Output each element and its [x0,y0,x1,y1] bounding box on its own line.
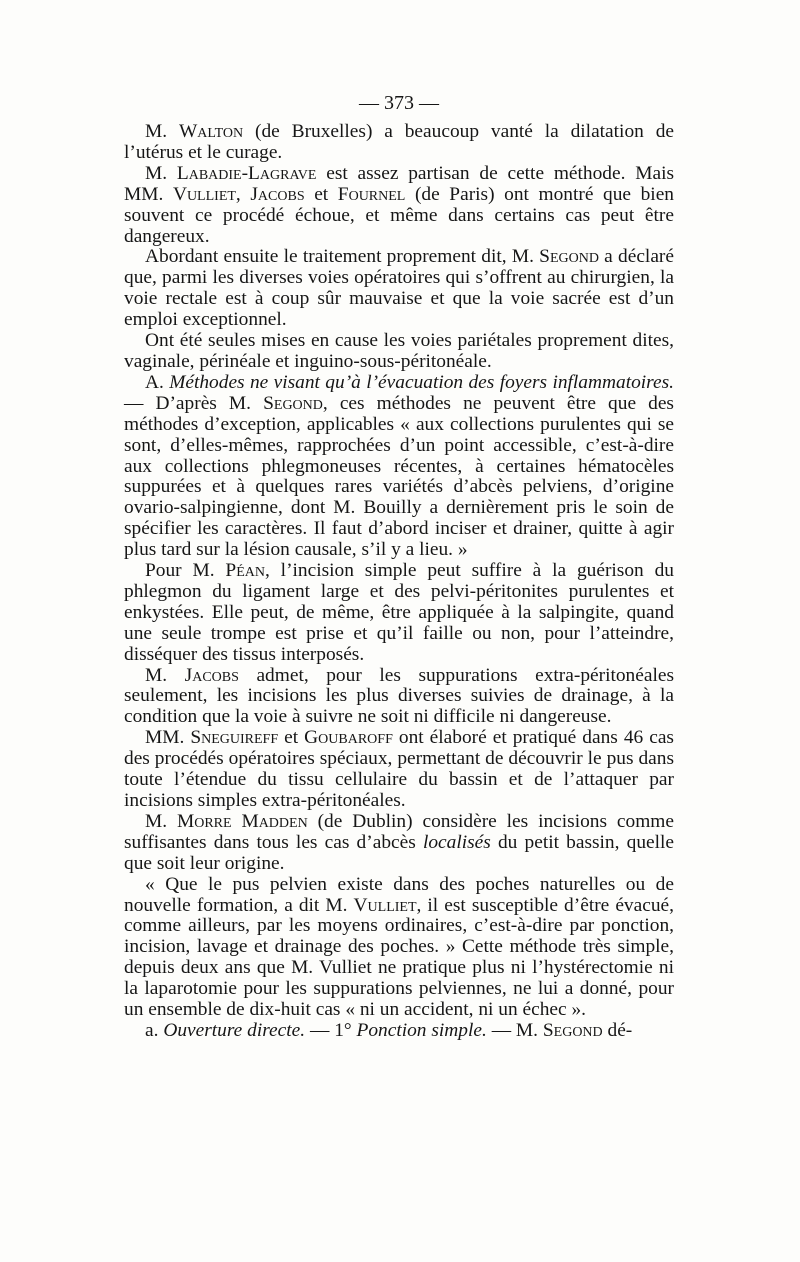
paragraph [124,666,674,729]
text-run: — M. [486,1019,543,1041]
paragraph [124,875,674,1021]
italic-text: Ponction simple. [356,1019,487,1041]
text-run: M. [145,121,179,142]
text-run: Ont été seules mises en cause les voies pariétales proprement dites, vaginale, périnéale et inguino-sous-péritonéale. [124,330,674,372]
text-run: — 1° [305,1019,357,1041]
name-smallcaps: Walton [178,121,244,142]
text-run: , il est susceptible d’être évacué, comme ailleurs, par les moyens ordinaires, c’est-à-dire par ponction, incision, lavage et drainage des poches. » Cette méthode très simple, depuis deux ans que M. Vulliet ne pratique plus ni l’hystérectomie ni la laparotomie pour les suppurations pelviennes, ne lui a donné, pour un ensemble de dix-huit cas « ni un accident, ni un échec ». [124,894,674,1021]
text-run: (de Paris) ont montré que bien souvent ce procédé échoue, et même dans certains cas peut être dangereux. [124,183,674,247]
name-smallcaps: Vulliet [353,894,417,916]
text-run: du petit bassin, quelle que soit leur origine. [124,831,675,874]
text-run: a déclaré que, parmi les diverses voies opératoires qui s’offrent au chirurgien, la voie rectale est à coup sûr mauvaise et que la voie sacrée est d’un emploi exceptionnel. [124,246,674,331]
name-smallcaps: Morre Madden [176,810,308,832]
text-run: A. [145,371,170,393]
paragraph [124,331,674,373]
paragraph [124,164,674,248]
paragraph [124,247,674,331]
text-run: et [278,727,305,749]
paragraph [124,122,674,164]
name-smallcaps: Segond [263,392,323,414]
book-page [124,90,674,1042]
text-run: , [235,183,251,205]
name-smallcaps: Sneguireff [190,727,279,749]
text-run: — D’après M. [124,392,264,414]
text-run: admet, pour les suppurations extra-péritonéales seulement, les incisions les plus diverses suivies de drainage, à la condition que la voie à suivre ne soit ni difficile ni dangereuse. [124,664,674,728]
text-run: et [304,183,338,205]
name-smallcaps: Goubaroff [304,727,393,749]
name-smallcaps: Labadie-Lagrave [176,162,317,184]
italic-text: Méthodes ne visant qu’à l’évacuation des foyers inflammatoires. [169,371,674,393]
name-smallcaps: Vulliet [172,183,236,205]
body-text [124,122,674,1042]
text-run: (de Bruxelles) a beaucoup vanté la dilatation de l’utérus et le curage. [124,121,674,163]
italic-text: localisés [422,831,491,853]
paragraph [124,812,674,875]
name-smallcaps: Segond [539,246,599,268]
text-run: Abordant ensuite le traitement proprement dit, M. [145,246,540,268]
paragraph [124,728,674,812]
text-run: dé- [602,1019,633,1041]
page-number: — 373 — [359,92,439,114]
paragraph [124,373,674,561]
text-run: , l’incision simple peut suffire à la guérison du phlegmon du ligament large et des pelvi-péritonites purulentes et enkystées. Elle peut, de même, être appliquée à la salpingite, quand une seule trompe est prise et qu’il faille ou non, pour l’atteindre, disséquer des tissus interposés. [124,560,674,665]
text-run: ont élaboré et pratiqué dans 46 cas des procédés opératoires spéciaux, permettant de découvrir le pus dans toute l’étendue du tissu cellulaire du bassin et de l’attaquer par incisions simples extra-péritonéales. [124,727,674,811]
text-run: M. [145,810,177,832]
name-smallcaps: Fournel [337,183,406,205]
name-smallcaps: Jacobs [250,183,305,205]
text-run: a. [145,1019,164,1041]
paragraph [124,561,674,666]
name-smallcaps: Jacobs [184,664,239,686]
paragraph [124,1021,674,1042]
text-run: , ces méthodes ne peuvent être que des méthodes d’exception, applicables « aux collections purulentes qui se sont, d’elles-mêmes, rapprochées d’un point accessible, c’est-à-dire aux collections phlegmoneuses récentes, à certaines hématocèles suppurées et à quelques rares variétés d’abcès pelviens, d’origine ovario-salpingienne, dont M. Bouilly a dernièrement pris le soin de spécifier les caractères. Il faut d’abord inciser et drainer, quitte à agir plus tard sur la lésion causale, s’il y a lieu. » [124,392,674,561]
text-run: MM. [145,727,191,749]
name-smallcaps: Péan [225,560,265,582]
text-run: (de Dublin) considère les incisions comme suffisantes dans tous les cas d’abcès [124,810,674,853]
text-run: est assez partisan de cette méthode. Mais MM. [124,162,675,205]
text-run: Pour M. [145,560,226,582]
italic-text: Ouverture directe. [163,1019,306,1041]
text-run: M. [145,162,177,184]
text-run: M. [145,664,185,686]
name-smallcaps: Segond [542,1019,603,1041]
text-run: « Que le pus pelvien existe dans des poches naturelles ou de nouvelle formation, a dit M. [124,873,674,916]
